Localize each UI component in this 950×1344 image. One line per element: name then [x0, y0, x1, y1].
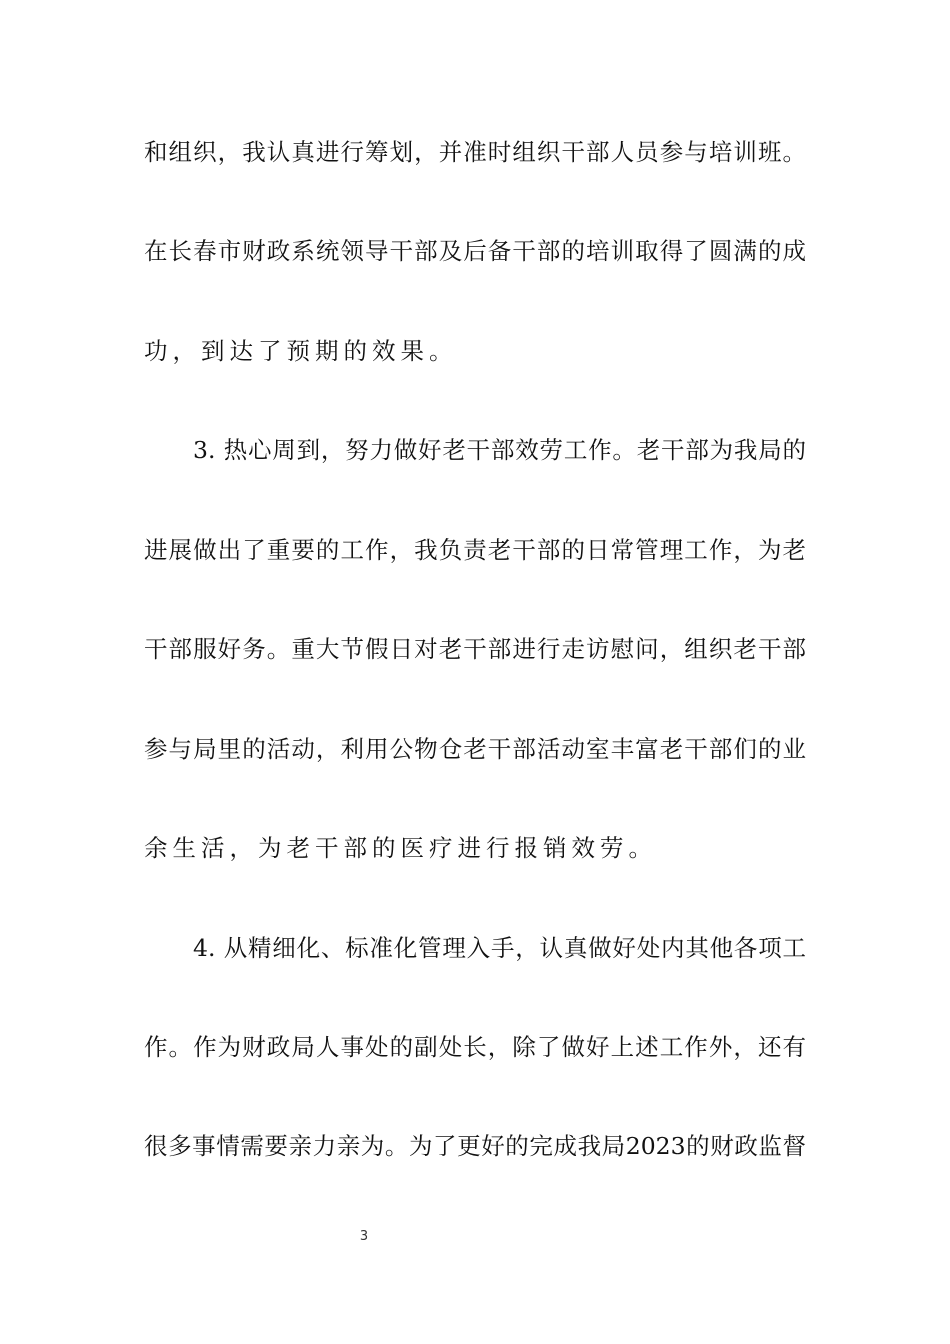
text-line-4: 3. 热心周到，努力做好老干部效劳工作。老干部为我局的: [193, 436, 806, 464]
text-line-3: 功，到达了预期的效果。: [144, 337, 458, 365]
text-line-8: 余生活，为老干部的医疗进行报销效劳。: [144, 834, 657, 862]
text-line-6: 干部服好务。重大节假日对老干部进行走访慰问，组织老干部: [144, 635, 806, 663]
text-line-10: 作。作为财政局人事处的副处长，除了做好上述工作外，还有: [144, 1033, 806, 1061]
text-line-5: 进展做出了重要的工作，我负责老干部的日常管理工作，为老: [144, 536, 806, 564]
text-line-1: 和组织，我认真进行筹划，并准时组织干部人员参与培训班。: [144, 138, 806, 166]
text-line-11: 很多事情需要亲力亲为。为了更好的完成我局2023的财政监督: [144, 1132, 806, 1160]
text-line-7: 参与局里的活动，利用公物仓老干部活动室丰富老干部们的业: [144, 735, 806, 763]
text-line-9: 4. 从精细化、标准化管理入手，认真做好处内其他各项工: [193, 934, 806, 962]
page-number: 3: [359, 1229, 369, 1244]
text-line-2: 在长春市财政系统领导干部及后备干部的培训取得了圆满的成: [144, 237, 806, 265]
